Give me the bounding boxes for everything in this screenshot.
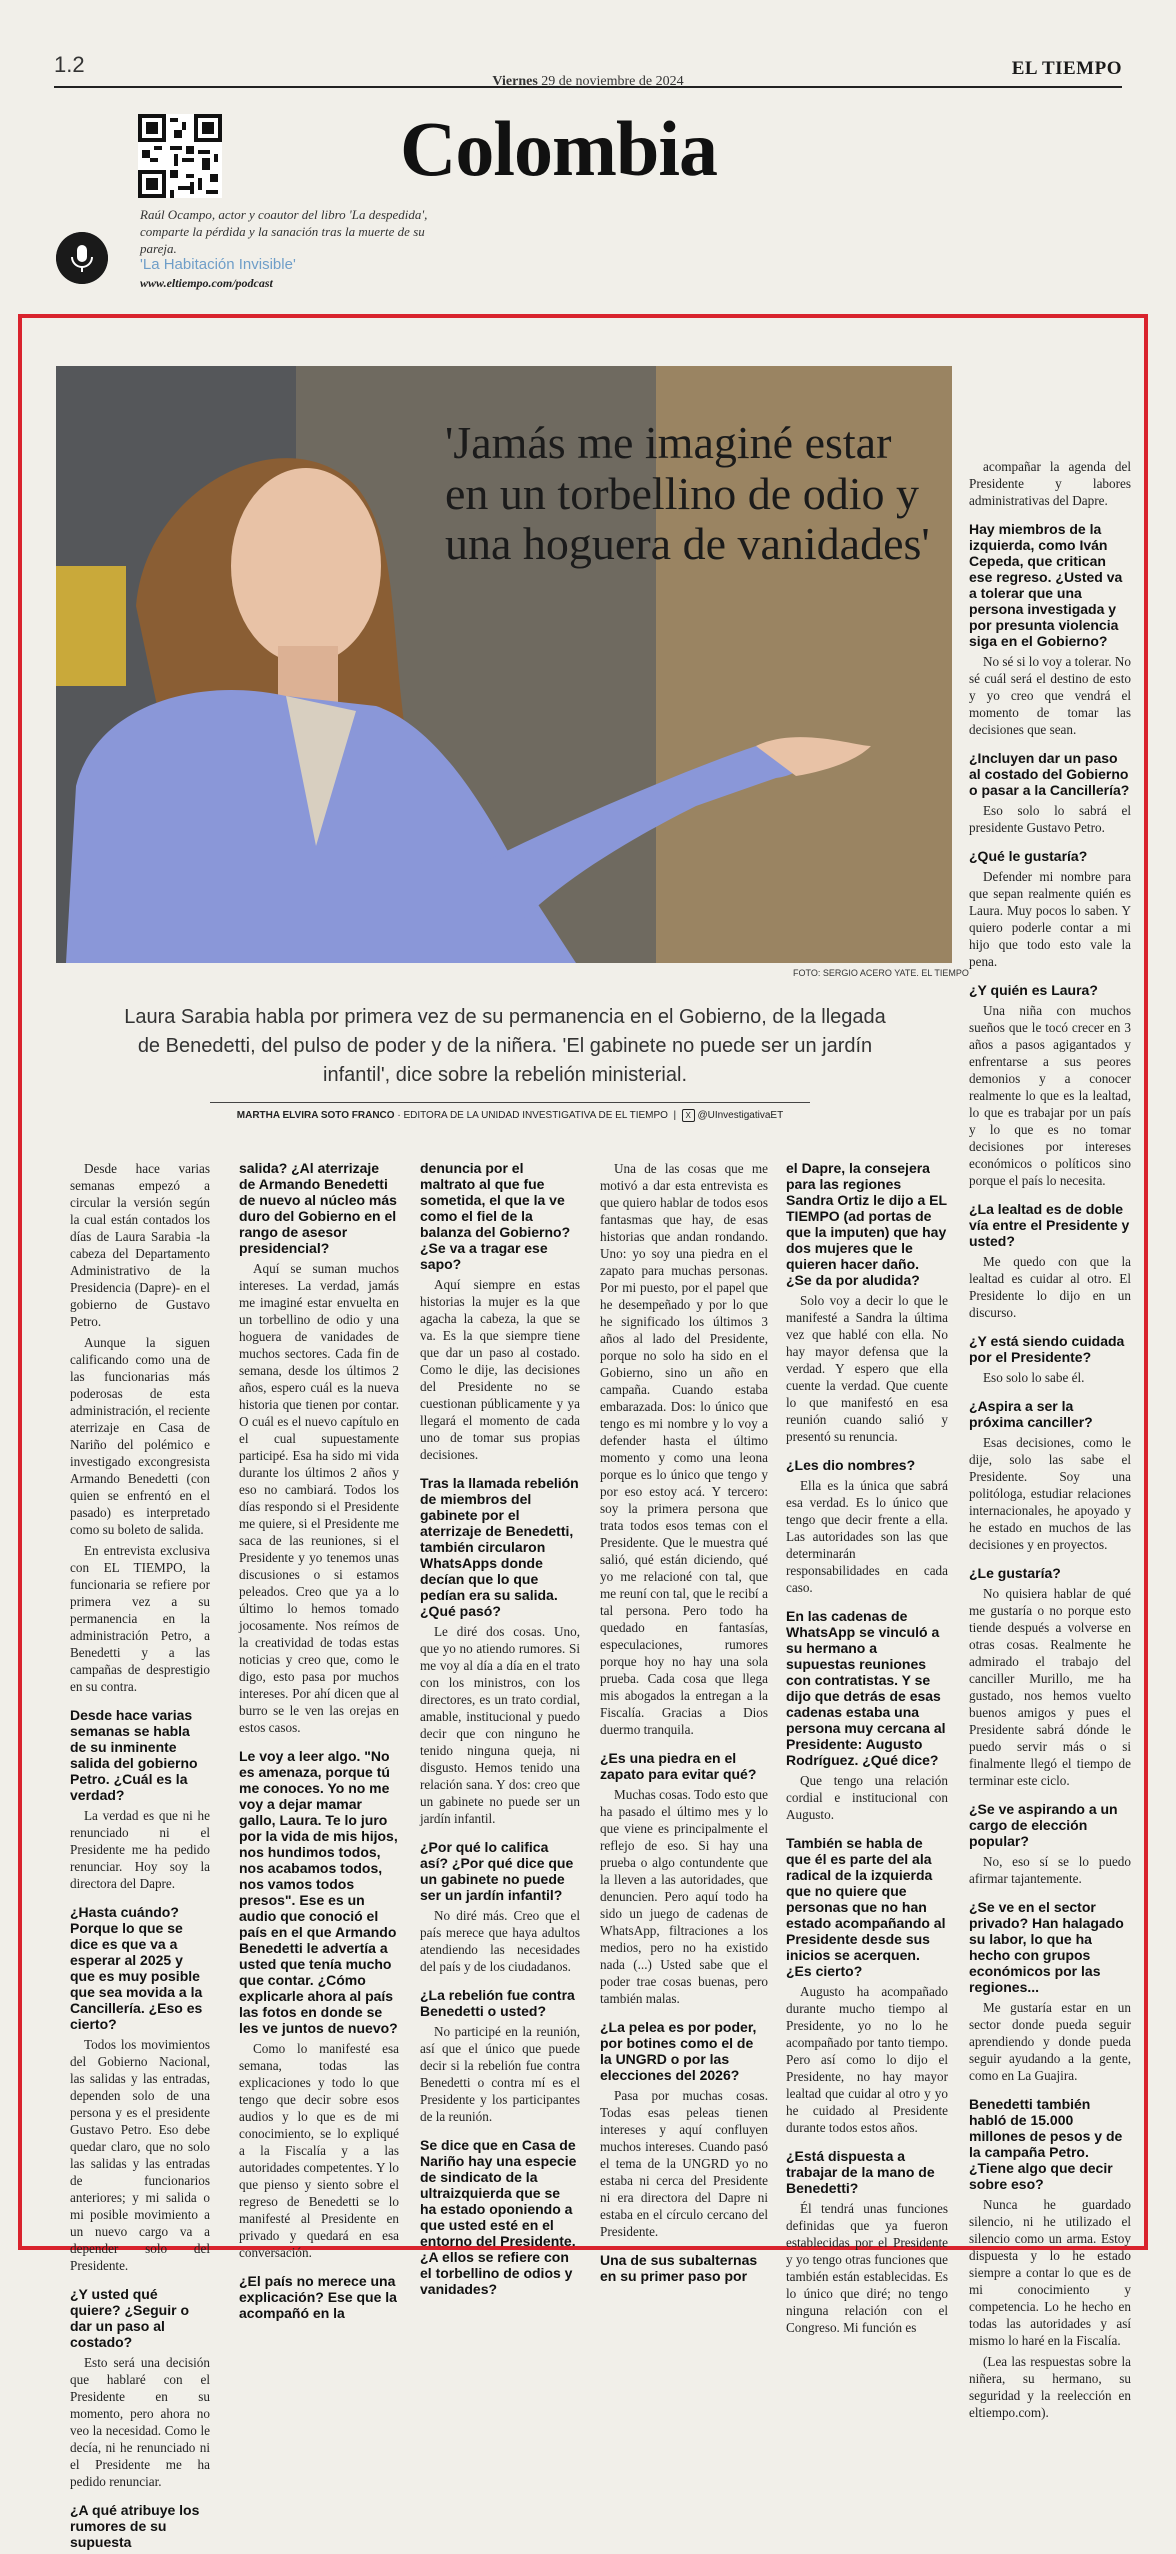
byline-handle: @UInvestigativaET <box>697 1110 784 1121</box>
byline: MARTHA ELVIRA SOTO FRANCO · EDITORA DE LA UNIDAD INVESTIGATIVA DE EL TIEMPO | X @UInvestigativaET <box>236 1110 784 1121</box>
interview-question: el Dapre, la consejera para las regiones Sandra Ortiz le dijo a EL TIEMPO (ad portas de que la imputen) que hay dos mujeres que le quieren hacer daño. ¿Se da por aludida? <box>786 1160 947 1288</box>
body-paragraph: Augusto ha acompañado durante mucho tiempo al Presidente, yo no lo he acompañado por tanto tiempo. Pero así como lo dijo el Presidente, no hay mayor lealtad que cuidar al otro y yo he cuidado al Presidente durante todos estos años. <box>786 1984 948 2135</box>
body-paragraph: Aunque la siguen calificando como una de las funcionarias más poderosas de esta administración, el reciente aterrizaje en Casa de Nariño del polémico e investigado excongresista Armando Benedetti (con quien se enfrentó en el pasado) es interpretado como su boleto de salida. <box>70 1335 210 1537</box>
body-paragraph: Una de las cosas que me motivó a dar esta entrevista es que quiero hablar de todos esos fantasmas que hay, de esas historias que andan rondando. Uno: yo soy una piedra en el zapato para muchas personas. Por mi puesto, por el papel que he desempeñado y por lo que he significado los últimos 3 años al lado del Presidente, porque no solo ha sido en el Gobierno, sino un año en campaña. Cuando estaba embarazada. Dos: lo único que tengo es mi nombre y lo voy a defender hasta el último momento y como una leona porque es lo único que tengo y por eso estoy acá. Y tercero: soy la primera persona que trata todos esos temas con el Presidente. Que le muestra qué salió, qué están diciendo, qué yo me relacioné con tal, que me reuní con tal, que le recibí a tal persona. Pero todo ha quedado en fantasías, especulaciones, rumores porque hoy no hay una sola prueba. Cada cosa que llega mis abogados la entregan a la Fiscalía. Gracias a Dios duermo tranquila. <box>600 1161 768 1737</box>
body-paragraph: No sé si lo voy a tolerar. No sé cuál será el destino de esto y yo creo que vendrá el momento de tomar las decisiones que sean. <box>969 654 1131 737</box>
interview-question: ¿Hasta cuándo? Porque lo que se dice es que va a esperar al 2025 y que es muy posible que sea movida a la Cancillería. ¿Eso es cierto? <box>70 1904 203 2032</box>
headline: 'Jamás me imaginé estar en un torbellino de odio y una hoguera de vanidades' <box>445 417 930 570</box>
interview-question: ¿Les dio nombres? <box>786 1457 916 1473</box>
body-paragraph: Me quedo con que la lealtad es cuidar al otro. El Presidente lo dijo en un discurso. <box>969 1254 1131 1320</box>
body-paragraph: Aquí se suman muchos intereses. La verdad, jamás me imaginé estar envuelta en un torbellino de odio y una hoguera de vanidades de muchos sectores. Cada fin de semana, desde los últimos 2 años, espero cuál es la nueva historia que tienen por contar. O cuál es el nuevo capítulo en el cual supuestamente participé. Esa ha sido mi vida durante los últimos 2 años y eso no cambiará. Todos los días respondo si el Presidente me quiere, si el Presidente me saca de las reuniones, si el Presidente y yo tenemos unas discusiones o si estamos peleados. Creo que ya a lo último lo hemos tomado jocosamente. Nos reímos de la creatividad de todas estas noticias y creo que, como le digo, esto pasa por muchos intereses. Por ahí dicen que al burro se le ven las orejas en estos casos. <box>239 1261 399 1735</box>
body-paragraph: Nunca he guardado silencio, ni he utilizado el silencio como un arma. Estoy dispuesta y lo he estado siempre a contar lo que es de mi conocimiento y competencia. Lo he hecho en todas las autoridades y así mismo lo haré en la Fiscalía. <box>969 2197 1131 2348</box>
interview-question: Desde hace varias semanas se habla de su inminente salida del gobierno Petro. ¿Cuál es la verdad? <box>70 1707 198 1803</box>
page-number: 1.2 <box>54 52 85 77</box>
body-paragraph: (Lea las respuestas sobre la niñera, su hermano, su seguridad y la reelección en eltiempo.com). <box>969 2354 1131 2420</box>
interview-question: ¿La pelea es por poder, por botines como el de la UNGRD o por las elecciones del 2026? <box>600 2019 757 2083</box>
interview-question: ¿El país no merece una explicación? Ese que la acompañó en la <box>239 2273 397 2321</box>
body-paragraph: No diré más. Creo que el país merece que haya adultos atendiendo las necesidades del país y de los ciudadanos. <box>420 1908 580 1974</box>
byline-role: · EDITORA DE LA UNIDAD INVESTIGATIVA DE EL TIEMPO <box>397 1110 668 1121</box>
interview-question: En las cadenas de WhatsApp se vinculó a su hermano a supuestas reuniones con contratistas. Y se dijo que detrás de esas cadenas estaba una persona muy cercana al Presidente: Augusto Rodríguez. ¿Qué dice? <box>786 1608 946 1768</box>
body-paragraph: No participé en la reunión, así que el único que puede decir si la rebelión fue contra Benedetti o contra mí es el Presidente y los participantes de la reunión. <box>420 2024 580 2124</box>
article-column-1 <box>70 1160 210 2554</box>
body-paragraph: Le diré dos cosas. Uno, que yo no atiendo rumores. Si me voy al día a día en el trato con los ministros, con los directores, es un trato cordial, amable, institucional y puedo decir que con ninguno he tenido ninguna queja, ni disgusto. Hemos tenido una relación sana. Y dos: creo que un gabinete no puede ser un jardín infantil. <box>420 1624 580 1826</box>
date-weekday: Viernes <box>492 74 538 89</box>
interview-question: ¿La rebelión fue contra Benedetti o usted? <box>420 1987 575 2019</box>
body-paragraph: Esto será una decisión que hablaré con el Presidente en su momento, pero ahora no veo la necesidad. Como le decía, ni he renunciado ni el Presidente me ha pedido renunciar. <box>70 2355 210 2489</box>
byline-author: MARTHA ELVIRA SOTO FRANCO <box>236 1110 395 1121</box>
interview-question: ¿Está dispuesta a trabajar de la mano de Benedetti? <box>786 2148 935 2196</box>
article-column-3 <box>420 1160 580 2301</box>
interview-question: ¿Incluyen dar un paso al costado del Gobierno o pasar a la Cancillería? <box>969 750 1130 798</box>
interview-question: ¿Y usted qué quiere? ¿Seguir o dar un paso al costado? <box>70 2286 190 2350</box>
interview-question: salida? ¿Al aterrizaje de Armando Benedetti de nuevo al núcleo más duro del Gobierno en el rango de asesor presidencial? <box>239 1160 397 1256</box>
interview-question: Una de sus subalternas en su primer paso por <box>600 2252 758 2284</box>
interview-question: ¿Se ve aspirando a un cargo de elección popular? <box>969 1801 1118 1849</box>
body-paragraph: Ella es la única que sabrá esa verdad. Es lo único que tengo que decir frente a ella. Las autoridades son las que determinarán responsabilidades en cada caso. <box>786 1478 948 1595</box>
interview-question: ¿Y está siendo cuidada por el Presidente? <box>969 1333 1125 1365</box>
x-logo-icon: X <box>682 1109 695 1122</box>
body-paragraph: Pasa por muchas cosas. Todas esas peleas tienen intereses y aquí confluyen muchos intereses. Cuando pasó el tema de la UNGRD yo no estaba ni cerca del Presidente ni era directora del Dapre ni estaba en el círculo cercano del Presidente. <box>600 2088 768 2239</box>
article-deck: Laura Sarabia habla por primera vez de su permanencia en el Gobierno, de la llegada de Benedetti, del pulso de poder y de la niñera. 'El gabinete no puede ser un jardín infantil', dice sobre la rebelión ministerial. <box>124 1006 886 1086</box>
body-paragraph: Solo voy a decir lo que le manifesté a Sandra la última vez que hablé con ella. No hay mayor defensa que la verdad. Y espero que ella cuente la verdad. Que cuente lo que manifestó en esa reunión cuando salió y presentó su renuncia. <box>786 1293 948 1444</box>
article-column-4 <box>600 1160 768 2288</box>
interview-question: ¿La lealtad es de doble vía entre el Presidente y usted? <box>969 1201 1130 1249</box>
byline-rule <box>210 1102 810 1103</box>
podcast-description: Raúl Ocampo, actor y coautor del libro 'La despedida', comparte la pérdida y la sanación tras la muerte de su pareja. <box>140 207 428 256</box>
header-rule <box>54 86 1122 88</box>
interview-question: ¿Y quién es Laura? <box>969 982 1098 998</box>
interview-question: Tras la llamada rebelión de miembros del gabinete por el aterrizaje de Benedetti, también circularon WhatsApps donde decían que lo que pedían era su salida. ¿Qué pasó? <box>420 1475 579 1619</box>
interview-question: ¿A qué atribuye los rumores de su supuesta <box>70 2502 200 2550</box>
interview-question: Le voy a leer algo. "No es amenaza, porque tú me conoces. Yo no me voy a dejar mamar gallo, Laura. Te lo juro por la vida de mis hijos, nos hundimos todos, nos acabamos todos, nos vamos todos presos". Ese es un audio que conoció el país en el que Armando Benedetti le advertía a usted que tenía mucho que contar. ¿Cómo explicarle ahora al país las fotos en donde se les ve juntos de nuevo? <box>239 1748 398 2036</box>
interview-question: ¿Le gustaría? <box>969 1565 1061 1581</box>
section-title: Colombia <box>400 105 718 192</box>
body-paragraph: No, eso sí se lo puedo afirmar tajantemente. <box>969 1854 1131 1886</box>
interview-question: ¿Es una piedra en el zapato para evitar qué? <box>600 1750 757 1782</box>
body-paragraph: Defender mi nombre para que sepan realmente quién es Laura. Muy pocos lo saben. Y quiero poderle contar a mi hijo que todo esto vale la pena. <box>969 869 1131 969</box>
article-column-5 <box>786 1160 948 2340</box>
interview-question: Se dice que en Casa de Nariño hay una especie de sindicato de la ultraizquierda que se ha estado oponiendo a que usted esté en el entorno del Presidente. ¿A ellos se refiere con el torbellino de odios y vanidades? <box>420 2137 577 2297</box>
interview-question: Hay miembros de la izquierda, como Iván Cepeda, que critican ese regreso. ¿Usted va a tolerar que una persona investigada y por presunta violencia siga en el Gobierno? <box>969 521 1123 649</box>
interview-question: denuncia por el maltrato al que fue sometida, el que la ve como el fiel de la balanza del Gobierno? ¿Se va a tragar ese sapo? <box>420 1160 571 1272</box>
qr-code-icon <box>138 114 222 198</box>
interview-question: ¿Por qué lo califica así? ¿Por qué dice que un gabinete no puede ser un jardín infantil? <box>420 1839 574 1903</box>
body-paragraph: Me gustaría estar en un sector donde pueda seguir aprendiendo y donde pueda seguir ayudando a la gente, como en La Guajira. <box>969 2000 1131 2083</box>
body-paragraph: En entrevista exclusiva con EL TIEMPO, la funcionaria se refiere por primera vez a su permanencia en la administración Petro, a Benedetti y a las campañas de desprestigio en su contra. <box>70 1543 210 1694</box>
body-paragraph: La verdad es que ni he renunciado ni el Presidente me ha pedido renunciar. Hoy soy la directora del Dapre. <box>70 1808 210 1891</box>
date-rest: 29 de noviembre de 2024 <box>541 74 684 89</box>
interview-question: Benedetti también habló de 15.000 millones de pesos y de la campaña Petro. ¿Tiene algo que decir sobre eso? <box>969 2096 1123 2192</box>
body-paragraph: No quisiera hablar de qué me gustaría o no porque esto tiende después a volverse en otras cosas. Realmente he admirado el trabajo del canciller Murillo, me ha gustado, nos hemos vuelto buenos amigos y pues el Presidente sabrá dónde le puedo servir más o si finalmente llegó el tiempo de terminar este ciclo. <box>969 1586 1131 1788</box>
interview-question: ¿Qué le gustaría? <box>969 848 1088 864</box>
photo-credit: FOTO: SERGIO ACERO YATE. EL TIEMPO <box>793 968 969 978</box>
masthead: EL TIEMPO <box>1011 58 1122 79</box>
podcast-url[interactable]: www.eltiempo.com/podcast <box>140 276 273 290</box>
interview-question: ¿Aspira a ser la próxima canciller? <box>969 1398 1093 1430</box>
body-paragraph: acompañar la agenda del Presidente y labores administrativas del Dapre. <box>969 459 1131 508</box>
body-paragraph: Aquí siempre en estas historias la mujer es la que agacha la cabeza, la que se va. Es la que siempre tiene que dar un paso al costado. Como le dije, las decisiones del Presidente no se cuestionan públicamente y ya llegará el momento de cada uno de tomar sus propias decisiones. <box>420 1277 580 1462</box>
microphone-icon <box>56 232 108 284</box>
article-column-2 <box>239 1160 399 2325</box>
body-paragraph: Todos los movimientos del Gobierno Nacional, las salidas y las entradas, dependen solo de una persona y es el presidente Gustavo Petro. Eso debe quedar claro, que no solo las salidas y las entradas de funcionarios anteriores; y mi salida o mi posible movimiento a un nuevo cargo va a depender solo del Presidente. <box>70 2037 210 2273</box>
body-paragraph: Como lo manifesté esa semana, todas las explicaciones y todo lo que tengo que decir sobre esos audios y lo que es de mi conocimiento, se lo expliqué a la Fiscalía y a las autoridades competentes. Y lo que pienso y siento sobre el regreso de Benedetti se lo manifesté al Presidente en privado y quedará en esa conversación. <box>239 2041 399 2260</box>
interview-question: ¿Se ve en el sector privado? Han halagado su labor, lo que ha hecho con grupos económicos por las regiones... <box>969 1899 1124 1995</box>
interview-question: También se habla de que él es parte del ala radical de la izquierda que no quiere que personas que no han estado acompañando al Presidente desde sus inicios se acerquen. ¿Es cierto? <box>786 1835 946 1979</box>
podcast-title: 'La Habitación Invisible' <box>140 256 296 273</box>
body-paragraph: Muchas cosas. Todo esto que ha pasado el último mes y lo que viene es principalmente el reflejo de eso. Si hay una prueba o algo contundente que la lleven a las autoridades, que denuncien. Pero aquí todo ha sido un juego de cadenas de WhatsApp, filtraciones a los medios, pero no ha existido nada (...) Usted sabe que el poder trae cosas buenas, pero también malas. <box>600 1787 768 2006</box>
body-paragraph: Él tendrá unas funciones definidas que ya fueron establecidas por el Presidente y yo tengo otras funciones que también están establecidas. Es lo único que diré; no tengo ninguna relación con el Congreso. Mi función es <box>786 2201 948 2335</box>
body-paragraph: Una niña con muchos sueños que le tocó crecer en 3 años a pasos agigantados y enfrentarse a sus peores demonios y a conocer realmente lo que es la lealtad, lo que es trabajar por un país y lo que es no tomar decisiones por intereses económicos o políticos sino porque el país lo necesita. <box>969 1003 1131 1188</box>
article-column-6 <box>969 458 1131 2425</box>
body-paragraph: Que tengo una relación cordial e institucional con Augusto. <box>786 1773 948 1822</box>
body-paragraph: Esas decisiones, como le dije, solo las sabe el Presidente. Soy una politóloga, estudiar relaciones internacionales, he apoyado y he estado en muchos de las decisiones y en proyectos. <box>969 1435 1131 1552</box>
body-paragraph: Eso solo lo sabrá el presidente Gustavo Petro. <box>969 803 1131 835</box>
body-paragraph: Desde hace varias semanas empezó a circular la versión según la cual están contados los días de Laura Sarabia -la cabeza del Departamento Administrativo de la Presidencia (Dapre)- en el gobierno de Gustavo Petro. <box>70 1161 210 1329</box>
body-paragraph: Eso solo lo sabe él. <box>983 1370 1085 1385</box>
